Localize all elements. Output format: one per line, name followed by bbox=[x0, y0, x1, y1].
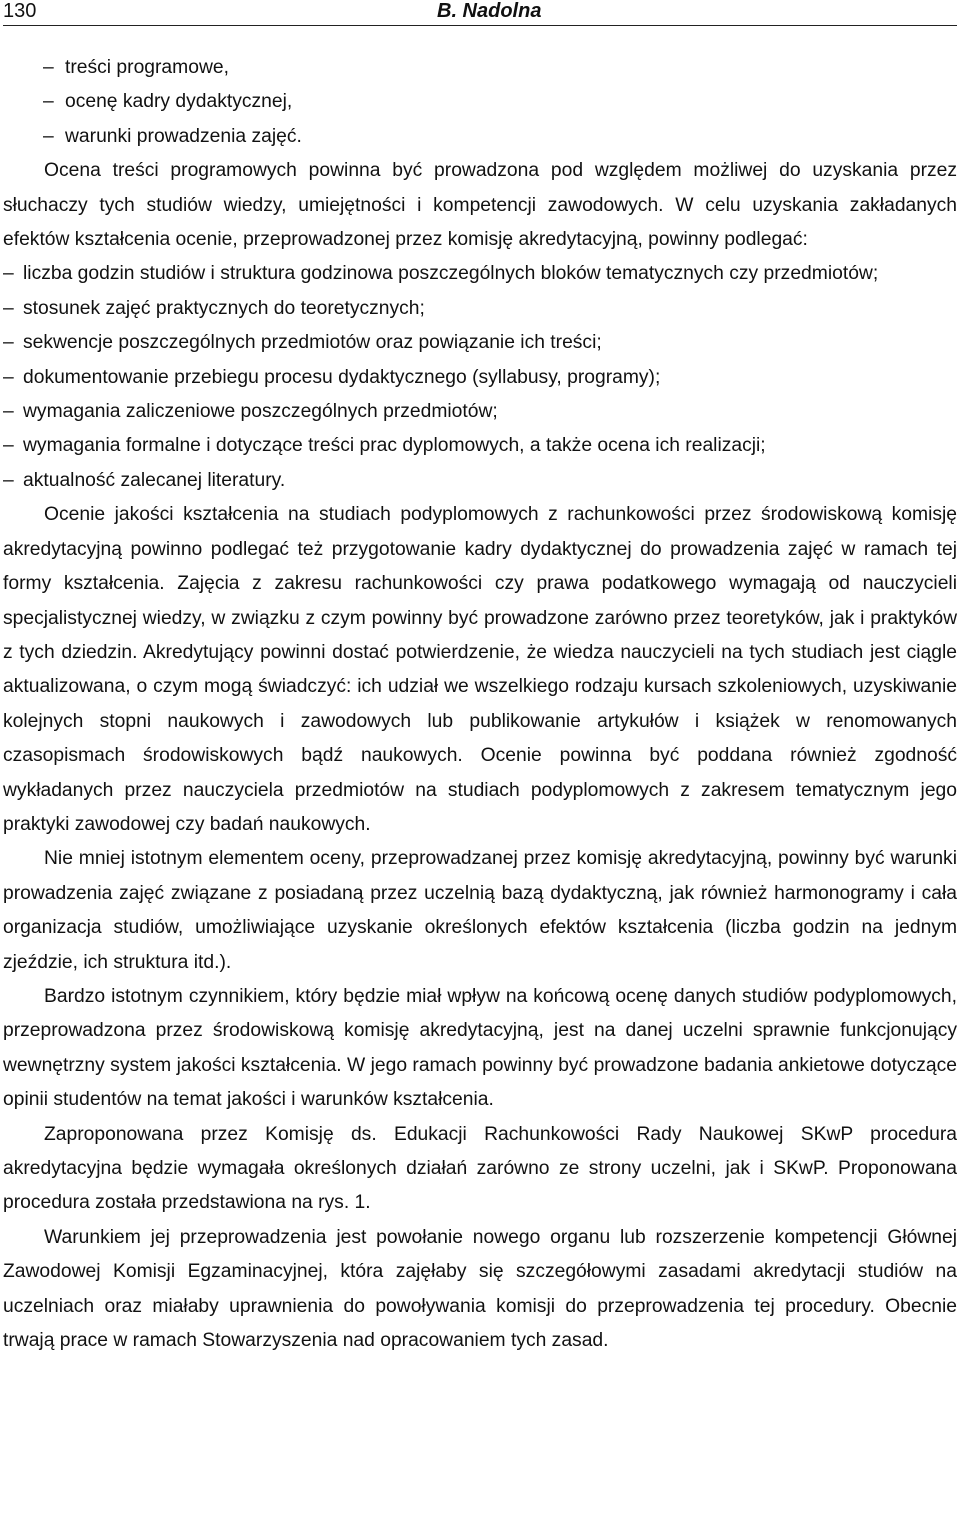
page-number: 130 bbox=[3, 0, 37, 22]
list-item bbox=[3, 292, 957, 326]
list-item-text: ocenę kadry dydaktycznej, bbox=[65, 91, 293, 113]
dash-glyph: – bbox=[3, 263, 14, 285]
paragraph: Bardzo istotnym czynnikiem, który będzie miał wpływ na końcową ocenę danych studiów podyplomowych, przeprowadzona przez środowiskową komisję akredytacyjną, jest na danej uczelni sprawnie funkcjonujący wewnętrzny system jakości kształcenia. W jego ramach powinny być prowadzone badania ankietowe dotyczące opinii studentów na temat jakości i warunków kształcenia. bbox=[3, 985, 957, 1111]
dash-glyph: – bbox=[3, 332, 14, 354]
list-item bbox=[3, 395, 957, 429]
dash-glyph: – bbox=[3, 366, 14, 388]
list-item-text: treści programowe, bbox=[65, 57, 229, 78]
list-item-text: warunki prowadzenia zajęć. bbox=[65, 125, 302, 147]
paragraph: Zaproponowana przez Komisję ds. Edukacji Rachunkowości Rady Naukowej SKwP procedura akredytacyjna będzie wymagała określonych działań zarówno ze strony uczelni, jak i SKwP. Proponowana procedura została przedstawiona na rys. 1. bbox=[3, 1123, 957, 1214]
dash-glyph: – bbox=[3, 435, 14, 457]
list-item-text: sekwencje poszczególnych przedmiotów oraz powiązanie ich treści; bbox=[23, 332, 602, 354]
list-item bbox=[3, 51, 957, 85]
list-item bbox=[3, 257, 957, 291]
document-page bbox=[3, 0, 957, 1358]
paragraph: Warunkiem jej przeprowadzenia jest powołanie nowego organu lub rozszerzenie kompetencji Głównej Zawodowej Komisji Egzaminacyjnej, która zajęłaby się szczegółowymi zasadami akredytacji studiów na uczelniach oraz miałaby uprawnienia do powoływania komisji do przeprowadzenia tej procedury. Obecnie trwają prace w ramach Stowarzyszenia nad opracowaniem tych zasad. bbox=[3, 1226, 957, 1352]
list-item-text: wymagania zaliczeniowe poszczególnych przedmiotów; bbox=[23, 401, 498, 423]
list-item bbox=[3, 361, 957, 395]
list-item bbox=[3, 326, 957, 360]
list-item bbox=[3, 85, 957, 119]
dash-glyph: – bbox=[43, 91, 54, 113]
list-item bbox=[3, 429, 957, 463]
dash-glyph: – bbox=[43, 125, 54, 147]
list-item-text: aktualność zalecanej literatury. bbox=[23, 469, 286, 491]
list-item-text: stosunek zajęć praktycznych do teoretycznych; bbox=[23, 297, 425, 319]
dash-glyph: – bbox=[3, 297, 14, 319]
list-item bbox=[3, 464, 957, 498]
list-item bbox=[3, 120, 957, 154]
running-title: B. Nadolna bbox=[437, 0, 542, 22]
dash-glyph: – bbox=[3, 469, 14, 491]
document-body bbox=[3, 51, 957, 1358]
dash-glyph: – bbox=[3, 401, 14, 423]
paragraph: Ocenie jakości kształcenia na studiach podyplomowych z rachunkowości przez środowiskową komisję akredytacyjną powinno podlegać też przygotowanie kadry dydaktycznej do prowadzenia zajęć w ramach tej formy kształcenia. Zajęcia z zakresu rachunkowości czy prawa podatkowego wymagają od nauczycieli specjalistycznej wiedzy, w związku z czym powinny być prowadzone zarówno przez teoretyków, jak i praktyków z tych dziedzin. Akredytujący powinni dostać potwierdzenie, że wiedza nauczycieli na tych studiach jest ciągle aktualizowana, o czym mogą świadczyć: ich udział we wszelkiego rodzaju kursach szkoleniowych, uzyskiwanie kolejnych stopni naukowych i zawodowych lub publikowanie artykułów i książek w renomowanych czasopismach środowiskowych bądź naukowych. Ocenie powinna być poddana również zgodność wykładanych przez nauczyciela przedmiotów na studiach podyplomowych z zakresem tematycznym jego praktyki zawodowej czy badań naukowych. bbox=[3, 504, 957, 835]
list-item-text: liczba godzin studiów i struktura godzinowa poszczególnych bloków tematycznych czy przedmiotów; bbox=[23, 263, 879, 285]
list-item-text: dokumentowanie przebiegu procesu dydaktycznego (syllabusy, programy); bbox=[23, 366, 661, 388]
paragraph: Nie mniej istotnym elementem oceny, przeprowadzanej przez komisję akredytacyjną, powinny być warunki prowadzenia zajęć związane z posiadaną przez uczelnią bazą dydaktyczną, jak również harmonogramy i cała organizacja studiów, umożliwiające uzyskanie określonych efektów kształcenia (liczba godzin na jednym zjeździe, ich struktura itd.). bbox=[3, 848, 957, 973]
dash-glyph: – bbox=[43, 57, 54, 78]
paragraph: Ocena treści programowych powinna być prowadzona pod względem możliwej do uzyskania przez słuchaczy tych studiów wiedzy, umiejętności i kompetencji zawodowych. W celu uzyskania zakładanych efektów kształcenia ocenie, przeprowadzonej przez komisję akredytacyjną, powinny podlegać: bbox=[3, 160, 957, 251]
list-item-text: wymagania formalne i dotyczące treści prac dyplomowych, a także ocena ich realizacji; bbox=[23, 435, 766, 457]
running-head bbox=[3, 0, 957, 26]
